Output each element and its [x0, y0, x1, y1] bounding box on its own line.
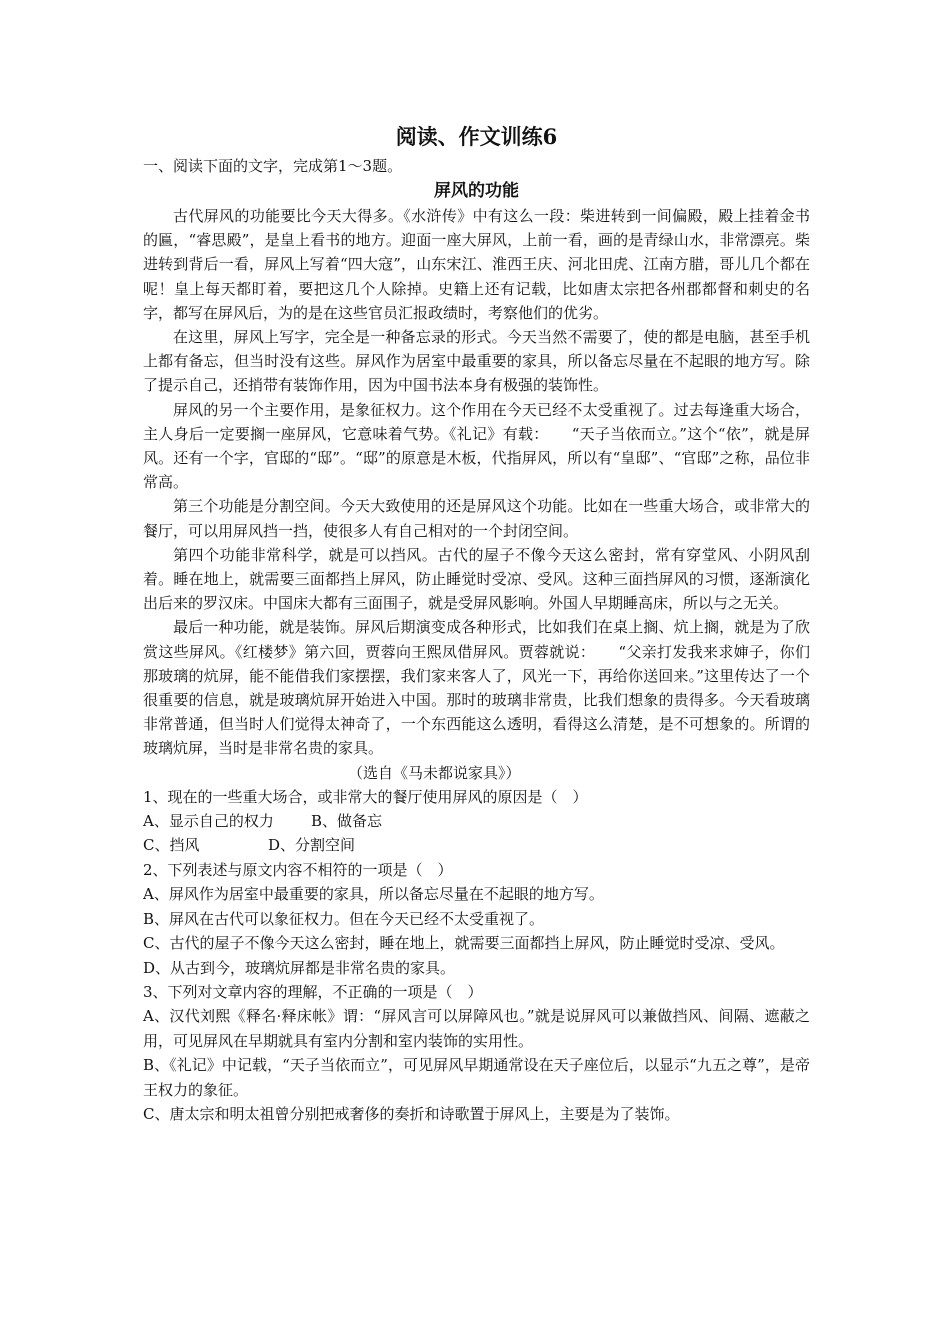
question-2-option-a: A、屏风作为居室中最重要的家具，所以备忘尽量在不起眼的地方写。: [143, 885, 604, 904]
article-paragraph-2: 在这里，屏风上写字，完全是一种备忘录的形式。今天当然不需要了，使的都是电脑，甚至手机上都有备忘，但当时没有这些。屏风作为居室中最重要的家具，所以备忘尽量在不起眼的地方写。除了提示自己，还捎带有装饰作用，因为中国书法本身有极强的装饰性。: [143, 328, 810, 395]
article-title: 屏风的功能: [434, 181, 519, 201]
question-1-options-cd: [143, 833, 810, 857]
question-1-option-d: D、分割空间: [268, 836, 356, 855]
question-3-option-b: B、《礼记》中记载，“天子当依而立”，可见屏风早期通常设在天子座位后，以显示“九五之尊”，是帝王权力的象征。: [143, 1056, 810, 1099]
question-3-option-c: C、唐太宗和明太祖曾分别把戒奢侈的奏折和诗歌置于屏风上，主要是为了装饰。: [143, 1104, 680, 1123]
question-2-stem: 2、下列表述与原文内容不相符的一项是（ ）: [143, 860, 453, 879]
question-1-option-c: C、挡风: [143, 836, 200, 855]
question-3-stem: 3、下列对文章内容的理解，不正确的一项是（ ）: [143, 982, 483, 1001]
question-1-option-a: A、显示自己的权力: [143, 812, 274, 831]
question-2-option-b: B、屏风在古代可以象征权力。但在今天已经不太受重视了。: [143, 909, 545, 928]
question-1-stem: 1、现在的一些重大场合，或非常大的餐厅使用屏风的原因是（ ）: [143, 787, 588, 806]
article-paragraph-4: 第三个功能是分割空间。今天大致使用的还是屏风这个功能。比如在一些重大场合，或非常大的餐厅，可以用屏风挡一挡，使很多人有自己相对的一个封闭空间。: [143, 497, 810, 540]
article-paragraph-1: 古代屏风的功能要比今天大得多。《水浒传》中有这么一段：柴进转到一间偏殿，殿上挂着金书的匾，“睿思殿”，是皇上看书的地方。迎面一座大屏风，上前一看，画的是青绿山水，非常漂亮。柴进转到背后一看，屏风上写着“四大寇”，山东宋江、淮西王庆、河北田虎、江南方腊，哥儿几个都在呢！皇上每天都盯着，要把这几个人除掉。史籍上还有记载，比如唐太宗把各州郡都督和刺史的名字，都写在屏风后，为的是在这些官员汇报政绩时，考察他们的优劣。: [143, 207, 810, 322]
article-paragraph-5: 第四个功能非常科学，就是可以挡风。古代的屋子不像今天这么密封，常有穿堂风、小阴风刮着。睡在地上，就需要三面都挡上屏风，防止睡觉时受凉、受风。这种三面挡屏风的习惯，逐渐演化出后来的罗汉床。中国床大都有三面围子，就是受屏风影响。外国人早期睡高床，所以与之无关。: [143, 545, 810, 613]
question-2-option-c: C、古代的屋子不像今天这么密封，睡在地上，就需要三面都挡上屏风，防止睡觉时受凉、受风。: [143, 934, 785, 953]
instruction: 一、阅读下面的文字，完成第1～3题。: [143, 157, 403, 175]
article-source: （选自《马未都说家具》）: [348, 763, 521, 782]
article-paragraph-6: 最后一种功能，就是装饰。屏风后期演变成各种形式，比如我们在桌上搁、炕上搁，就是为了欣赏这些屏风。《红楼梦》第六回，贾蓉向王熙凤借屏风。贾蓉就说： “父亲打发我来求婶子，你们那玻璃的炕屏，能不能借我们家摆摆，我们家来客人了，风光一下，再给你送回来。”这里传达了一个很重要的信息，就是玻璃炕屏开始进入中国。那时的玻璃非常贵，比我们想象的贵得多。今天看玻璃非常普通，但当时人们觉得太神奇了，一个东西能这么透明，看得这么清楚，是不可想象的。所谓的玻璃炕屏，当时是非常名贵的家具。: [143, 618, 810, 758]
article-paragraph-3: 屏风的另一个主要作用，是象征权力。这个作用在今天已经不太受重视了。过去每逢重大场合，主人身后一定要搁一座屏风，它意味着气势。《礼记》有载： “天子当依而立。”这个“依”，就是屏风。还有一个字，官邸的“邸”。“邸”的原意是木板，代指屏风，所以有“皇邸”、“官邸”之称，品位非常高。: [143, 400, 810, 492]
question-1-options-ab: [143, 809, 810, 833]
page-title: 阅读、作文训练6: [395, 124, 558, 149]
document-page: [143, 120, 810, 1126]
question-2-option-d: D、从古到今，玻璃炕屏都是非常名贵的家具。: [143, 958, 456, 977]
question-3-option-a: A、汉代刘熙《释名·释床帐》谓：“屏风言可以屏障风也。”就是说屏风可以兼做挡风、间隔、遮蔽之用，可见屏风在早期就具有室内分割和室内装饰的实用性。: [143, 1007, 810, 1050]
question-1-option-b: B、做备忘: [311, 812, 383, 831]
